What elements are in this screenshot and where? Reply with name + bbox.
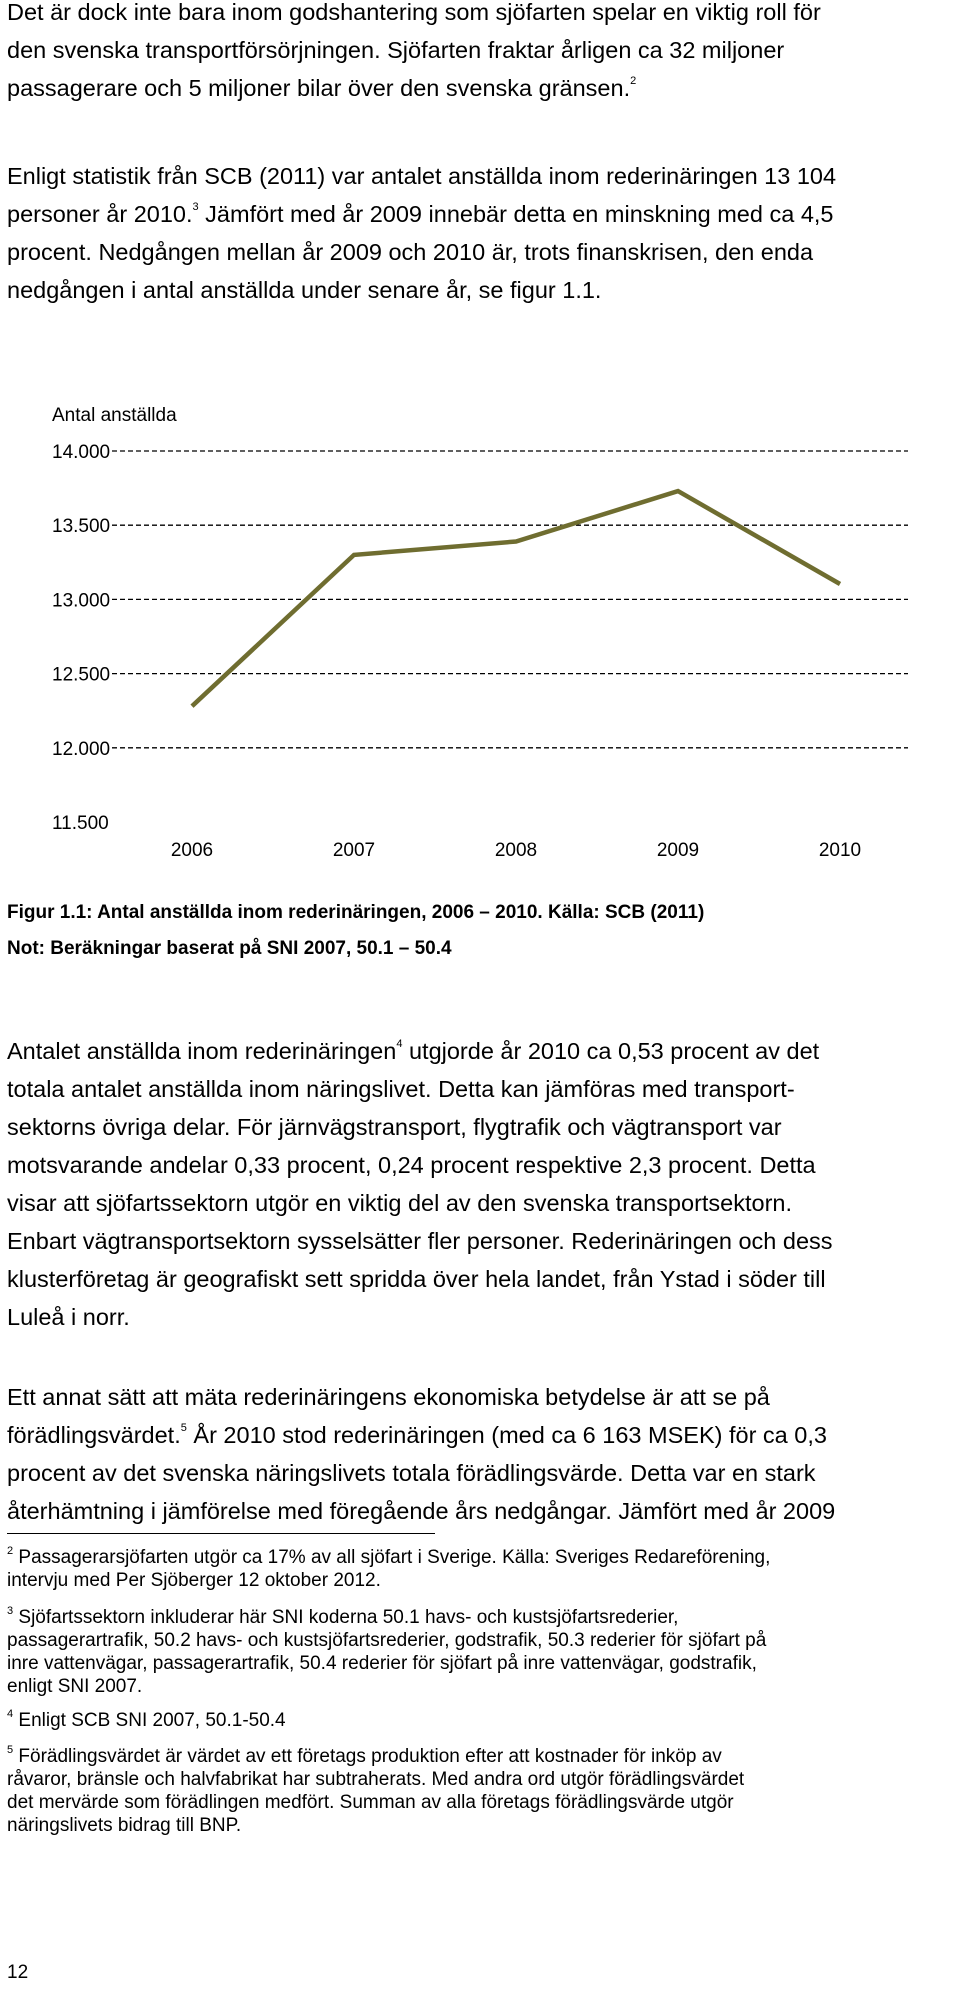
employees-line-chart xyxy=(0,395,960,885)
x-tick-labels xyxy=(171,840,861,861)
text-line: visar att sjöfartssektorn utgör en viktig del av den svenska transportsektorn. xyxy=(7,1190,793,1216)
text-line: personer år 2010. xyxy=(7,201,193,227)
footnote-5 xyxy=(7,1745,957,1837)
gridlines xyxy=(112,451,908,748)
text-line: Antalet anställda inom rederinäringen xyxy=(7,1038,397,1064)
text-line: sektorns övriga delar. För järnvägstransport, flygtrafik och vägtransport var xyxy=(7,1114,782,1140)
y-tick-label: 13.000 xyxy=(52,590,111,612)
y-tick-label: 14.000 xyxy=(52,442,111,463)
footnote-number: 3 xyxy=(7,1605,14,1617)
y-axis-label: Antal anställda xyxy=(52,405,177,426)
y-tick-label: 12.000 xyxy=(52,738,111,760)
page-number: 12 xyxy=(7,1962,29,1983)
footnote-ref[interactable]: 5 xyxy=(180,1422,187,1434)
footnote-text: passagerartrafik, 50.2 havs- och kustsjöfartsrederier, godstrafik, 50.3 rederier för sjöfart på xyxy=(7,1630,767,1651)
text-line: nedgången i antal anställda under senare år, se figur 1.1. xyxy=(7,277,602,303)
footnote-text: näringslivets bidrag till BNP. xyxy=(7,1815,242,1836)
text-line: Det är dock inte bara inom godshantering som sjöfarten spelar en viktig roll för xyxy=(7,0,821,25)
y-tick-label: 13.500 xyxy=(52,516,111,538)
footnote-number: 4 xyxy=(7,1708,14,1720)
text-line: Enbart vägtransportsektorn sysselsätter fler personer. Rederinäringen och dess xyxy=(7,1228,833,1254)
paragraph-transport xyxy=(7,0,953,107)
text-line: procent av det svenska näringslivets totala förädlingsvärde. Detta var en stark xyxy=(7,1460,816,1486)
x-tick-label: 2010 xyxy=(818,840,862,861)
footnote-ref[interactable]: 4 xyxy=(396,1038,403,1050)
y-tick-labels xyxy=(52,442,110,834)
x-tick-label: 2007 xyxy=(332,840,376,861)
footnote-text: Förädlingsvärdet är värdet av ett företags produktion efter att kostnader för inköp av xyxy=(13,1746,722,1767)
text-line: Luleå i norr. xyxy=(7,1304,130,1330)
footnote-2 xyxy=(7,1546,957,1592)
text-line: passagerare och 5 miljoner bilar över den svenska gränsen. xyxy=(7,75,631,101)
footnote-text: intervju med Per Sjöberger 12 oktober 2012. xyxy=(7,1570,381,1591)
footnote-3 xyxy=(7,1606,957,1698)
footnote-separator xyxy=(7,1533,435,1534)
y-tick-label: 12.500 xyxy=(52,664,111,686)
footnote-ref[interactable]: 2 xyxy=(630,75,637,87)
figure-caption: Figur 1.1: Antal anställda inom rederinäringen, 2006 – 2010. Källa: SCB (2011) xyxy=(7,902,705,923)
text-line: förädlingsvärdet. xyxy=(7,1422,181,1448)
footnote-ref[interactable]: 3 xyxy=(192,201,199,213)
text-line: Ett annat sätt att mäta rederinäringens ekonomiska betydelse är att se på xyxy=(7,1384,770,1410)
footnote-text: enligt SNI 2007. xyxy=(7,1676,143,1697)
text-line: procent. Nedgången mellan år 2009 och 2010 är, trots finanskrisen, den enda xyxy=(7,239,814,265)
footnote-number: 2 xyxy=(7,1545,14,1557)
paragraph-employment-share xyxy=(7,1032,953,1336)
footnote-number: 5 xyxy=(7,1744,14,1756)
text-line: Jämfört med år 2009 innebär detta en minskning med ca 4,5 xyxy=(198,201,834,227)
x-tick-label: 2009 xyxy=(656,840,700,861)
footnote-text: råvaror, bränsle och halvfabrikat har subtraherats. Med andra ord utgör förädlingsvärdet xyxy=(7,1769,745,1790)
footnote-text: Enligt SCB SNI 2007, 50.1-50.4 xyxy=(13,1710,286,1731)
text-line: motsvarande andelar 0,33 procent, 0,24 procent respektive 2,3 procent. Detta xyxy=(7,1152,816,1178)
x-tick-label: 2006 xyxy=(170,840,214,861)
x-tick-label: 2008 xyxy=(494,840,538,861)
figure-note: Not: Beräkningar baserat på SNI 2007, 50.1 – 50.4 xyxy=(7,938,452,959)
footnote-4 xyxy=(7,1709,957,1732)
text-line: den svenska transportförsörjningen. Sjöfarten fraktar årligen ca 32 miljoner xyxy=(7,37,785,63)
footnote-text: inre vattenvägar, passagerartrafik, 50.4 rederier för sjöfart på inre vattenvägar, godstrafik, xyxy=(7,1653,757,1674)
text-line: utgjorde år 2010 ca 0,53 procent av det xyxy=(402,1038,820,1064)
footnote-text: Sjöfartssektorn inkluderar här SNI koderna 50.1 havs- och kustsjöfartsrederier, xyxy=(13,1607,679,1628)
footnote-text: Passagerarsjöfarten utgör ca 17% av all sjöfart i Sverige. Källa: Sveriges Redareförening, xyxy=(13,1547,771,1568)
text-line: klusterföretag är geografiskt sett spridda över hela landet, från Ystad i söder till xyxy=(7,1266,826,1292)
text-line: Enligt statistik från SCB (2011) var antalet anställda inom rederinäringen 13 104 xyxy=(7,163,837,189)
paragraph-statistics xyxy=(7,157,953,309)
footnote-text: det mervärde som förädlingen medfört. Summan av alla företags förädlingsvärde utgör xyxy=(7,1792,734,1813)
text-line: återhämtning i jämförelse med föregående års nedgångar. Jämfört med år 2009 xyxy=(7,1498,836,1524)
y-tick-label: 11.500 xyxy=(52,813,109,834)
text-line: totala antalet anställda inom näringslivet. Detta kan jämföras med transport- xyxy=(7,1076,795,1102)
text-line: År 2010 stod rederinäringen (med ca 6 163 MSEK) för ca 0,3 xyxy=(186,1422,827,1448)
paragraph-value-added xyxy=(7,1378,953,1530)
